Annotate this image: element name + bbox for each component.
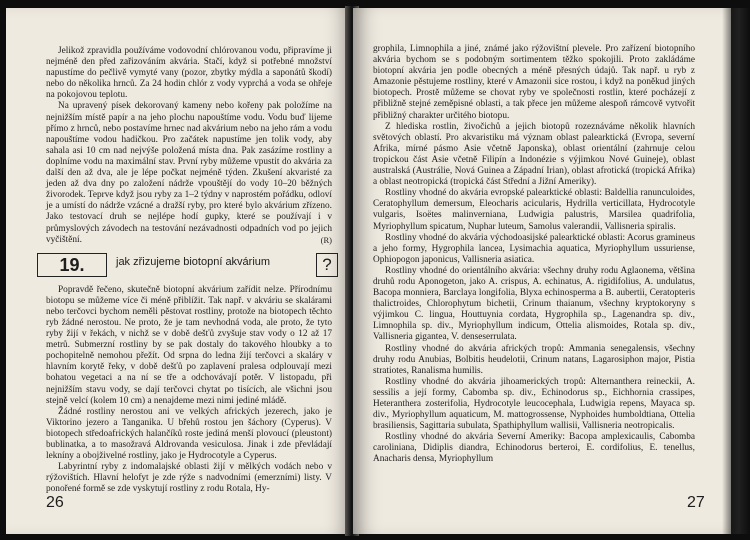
paragraph: Žádné rostliny nerostou ani ve velkých afrických jezerech, jako je Viktorino jezero a Tanganika. U břehů rostou jen šáchory (Cyperus). V biotopech středoafrických halančíků roste jediná menší plovoucí (pleustont) bublinatka, a to masožravá Aldrovanda vesiculosa. Jinak i zde převládají lekníny a obojživelné rostliny, jako je Hydrocotyle a Cyperus.	[46, 406, 332, 462]
section-number-box: 19.	[37, 253, 107, 277]
paragraph: grophila, Limnophila a jiné, známé jako rýžovištní plevele. Pro zařízení biotopního akvária bychom se s podobným sortimentem těžko spokojili. Proto zakládáme biotopní akvária jen podle obecných a méně přesných údajů. Tak např. u ryb z Amazonie pěstujeme rostliny, které v Amazonii sice rostou, i když na poněkud jiných biotopech. Prostě můžeme se chovat ryby ve společnosti rostlin, které pocházejí z přibližně stejné zeměpisné oblasti, a tak přece jen můžeme alespoň rámcově vytvořit přibližný charakter určitého biotopu.	[373, 44, 695, 121]
right-page	[353, 8, 731, 534]
paragraph: Rostliny vhodné do akvária afrických tropů: Ammania senegalensis, všechny druhy rodu Anubias, Bolbitis heudelotii, Crinum natans, Lagarosiphon major, Pistia stratiotes, Ranalisma humilis.	[373, 343, 695, 376]
paragraph: Labyrintní ryby z indomalajské oblasti žijí v mělkých vodách nebo v rýžovištích. Hlavní helofyt je zde rýže s nadvodními (emerzními) listy. V ponořené formě se zde vyskytují rostliny z rodu Rotala, Hy-	[46, 462, 332, 495]
paragraph: Z hlediska rostlin, živočichů a jejich biotopů rozeznáváme několik hlavních světových oblastí. Pro akvaristiku má význam oblast palearktická (Evropa, severní Afrika, mírné pásmo Asie včetně Japonska), oblast orientální (zahrnuje celou tropickou část Asie včetně Filipín a Indonézie s výjimkou Nové Guineje), oblast australská (Austrálie, Nová Guinea a Západní Irian), oblast afrotická (tropická Afrika) a oblast neotropická (tropická část Střední a Jižní Ameriky).	[373, 121, 695, 188]
page-edge-shadow	[722, 8, 750, 534]
page-number-left: 26	[46, 494, 64, 511]
paragraph: Rostliny vhodné do orientálního akvária: všechny druhy rodu Aglaonema, většina druhů rodu Aponogeton, jako A. crispus, A. echinatus, A. rigidifolius, A. undulatus, Bacopa monniera, Barclaya longifolia, Blyxa echinosperma a B. aubertii, Ceratopteris thalictroides, Chlorophytum bichetii, Crinum thaianum, všechny kryptokoryny s výjimkou C. lingua, Houttuynia cordata, Hygrophila sp., Lagenandra sp. div., Limnophila sp. div., Myriophyllum indicum, Ottelia alismoides, Rotala sp. div., Vallisneria gigantea, V. denseserrulata.	[373, 265, 695, 343]
paragraph: Popravdě řečeno, skutečně biotopní akvárium zařídit nelze. Přírodnímu biotopu se můžeme více či méně přiblížit. Tak např. v akváriu se skalárami nebo terčovci bychom neměli pěstovat rostliny, protože na biotopech těchto ryb žádné nerostou. Ne proto, že je tam nevhodná voda, ale proto, že tyto ryby žijí v řekách, v nichž se v době dešťů zvyšuje stav vody o 12 až 17 metrů. Submerzní rostliny by se pak dostaly do takového hloubky a to pochopitelně nemohou přežít. Od srpna do ledna žijí terčovci a skaláry v hlavním korytě řeky, v době dešťů po zaplavení pralesa odplouvají mezi bohatou vegetaci a na ní se tře a odchovávají potěr. V listopadu, při nejnižším stavu vody, se dají terčovci chytat po tisících, ale všichni jsou stejně velcí (kolem 10 cm) a nenajdeme mezi nimi jediné mládě.	[46, 284, 332, 406]
paragraph: Rostliny vhodné do akvária Severní Ameriky: Bacopa amplexicaulis, Cabomba caroliniana, Didiplis diandra, Echinodorus berteroi, E. cordifolius, E. tenellus, Anacharis densa, Myriophyllum	[373, 432, 695, 465]
paragraph-text: Na upravený písek dekorovaný kameny nebo kořeny pak položíme na nejnižším místě papír a na jeho plochu napouštíme vodu. Vodu buď lijeme přímo z hrnců, nebo postavíme hrnec nad akvárium nebo na jeho rám a vodu napouštíme vodou hadičkou. Pro začátek napustíme jen tolik vody, aby sahala asi 10 cm nad nejvýše položená místa dna. Pak zasázíme rostliny a doplníme vodu na maximální stav. První ryby můžeme vpustit do akvária za další den až dva, ale je lépe počkat nejméně týden. Zkušení akvaristé za jeden až dva dny po založení nádrže vpouštějí do vody 10–20 běžných živorodek. Teprve když jsou ryby za 1–2 týdny v naprostém pořádku, odloví je a umístí do nádrže vzácné a dražší ryby, pro které bylo akvárium zřízeno. Jako testovací druh se nejlépe hodí gupky, které se používají i v průmyslových závodech na testování nezávadnosti odpadních vod po jejich vyčištění.	[46, 101, 332, 245]
page-number-right: 27	[687, 494, 705, 511]
paragraph: Jelikož zpravidla používáme vodovodní chlórovanou vodu, připravíme ji nejméně den před zařizováním akvária. Stačí, když si potřebné množství napustíme do pečlivě vymyté vany (pozor, zbytky mýdla a saponátů škodí) nebo do několika hrnců. Za 24 hodin chlór z vody vyprchá a voda se ohřeje na pokojovou teplotu.	[46, 46, 332, 101]
left-text-column	[46, 46, 332, 495]
paragraph	[46, 101, 332, 245]
paragraph: Rostliny vhodné do akvária jihoamerických tropů: Alternanthera reineckii, A. sessilis a její formy, Cabomba sp. div., Echinodorus sp., Eichhornia crassipes, Heteranthera zosterifolia, Hydrocotyle leucocephala, Ludwigia repens, Mayaca sp. div., Myriophyllum aquaticum, M. mattogrossense, Nyphoides humboldtiana, Ottelia brasiliensis, Sagittaria subulata, Spathiphyllum wallisii, Vallisneria neotropicalis.	[373, 376, 695, 432]
section-title: jak zřizujeme biotopní akvárium	[116, 255, 271, 268]
left-page	[6, 8, 351, 534]
right-text-column	[373, 44, 695, 466]
section-heading	[46, 253, 332, 277]
paragraph: Rostliny vhodné do akvária evropské palearktické oblasti: Baldellia ranunculoides, Ceratophyllum demersum, Eleocharis acicularis, Hydrilla verticillata, Hydrocotyle vulgaris, Isoëtes malinverniana, Ludwigia palustris, Marsilea quadrifolia, Myriophyllum spicatum, Nuphar luteum, Samolus valerandii, Vallisneria spiralis.	[373, 188, 695, 232]
signature-mark: (R)	[320, 234, 332, 245]
paragraph: Rostliny vhodné do akvária východoasijské palearktické oblasti: Acorus gramineus a jeho formy, Hygrophila lancea, Lysimachia aquatica, Myriophyllum ussuriense, Ophiopogon japonicus, Vallisneria asiatica.	[373, 232, 695, 265]
question-mark-box: ?	[316, 253, 338, 277]
